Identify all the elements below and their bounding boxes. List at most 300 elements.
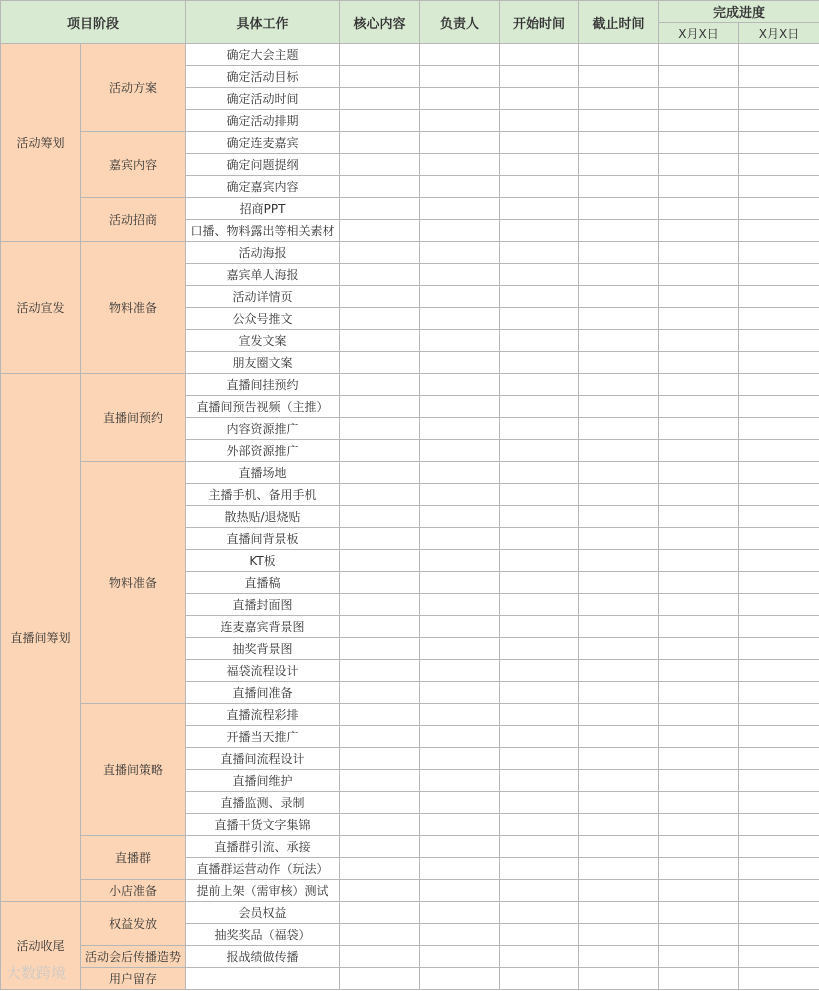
core-content-cell[interactable] [340,308,420,330]
owner-cell[interactable] [420,198,500,220]
progress-date-2-cell[interactable] [739,726,819,748]
task-cell: 直播间挂预约 [186,374,340,396]
core-content-cell[interactable] [340,484,420,506]
progress-date-2-cell[interactable] [739,330,819,352]
table-row [1,374,819,396]
progress-date-2-cell[interactable] [739,638,819,660]
start-time-cell[interactable] [500,44,579,66]
owner-cell[interactable] [420,132,500,154]
end-time-cell[interactable] [579,418,659,440]
end-time-cell[interactable] [579,198,659,220]
task-cell: 确定活动时间 [186,88,340,110]
progress-date-1-cell[interactable] [659,858,739,880]
start-time-cell[interactable] [500,924,579,946]
progress-date-2-cell[interactable] [739,946,819,968]
task-cell: 活动详情页 [186,286,340,308]
progress-date-2-cell[interactable] [739,66,819,88]
end-time-cell[interactable] [579,836,659,858]
core-content-cell[interactable] [340,242,420,264]
progress-date-2-cell[interactable] [739,44,819,66]
owner-cell[interactable] [420,484,500,506]
start-time-cell[interactable] [500,528,579,550]
end-time-cell[interactable] [579,154,659,176]
progress-date-2-cell[interactable] [739,968,819,990]
progress-date-2-cell[interactable] [739,440,819,462]
table-row [1,968,819,990]
task-cell: 直播间背景板 [186,528,340,550]
progress-date-1-cell[interactable] [659,132,739,154]
owner-cell[interactable] [420,902,500,924]
end-time-cell[interactable] [579,352,659,374]
task-cell: 直播场地 [186,462,340,484]
progress-date-1-cell[interactable] [659,572,739,594]
core-content-cell[interactable] [340,330,420,352]
start-time-cell[interactable] [500,902,579,924]
core-content-cell[interactable] [340,462,420,484]
progress-date-2-cell[interactable] [739,616,819,638]
core-content-cell[interactable] [340,880,420,902]
task-cell: 内容资源推广 [186,418,340,440]
progress-date-1-cell[interactable] [659,264,739,286]
task-cell: 公众号推文 [186,308,340,330]
owner-cell[interactable] [420,660,500,682]
progress-date-1-cell[interactable] [659,660,739,682]
table-row [1,946,819,968]
owner-cell[interactable] [420,66,500,88]
start-time-cell[interactable] [500,374,579,396]
progress-date-2-cell[interactable] [739,550,819,572]
progress-date-1-cell[interactable] [659,330,739,352]
progress-date-2-cell[interactable] [739,792,819,814]
progress-date-2-cell[interactable] [739,462,819,484]
start-time-cell[interactable] [500,660,579,682]
task-cell: 确定活动目标 [186,66,340,88]
progress-date-1-cell[interactable] [659,704,739,726]
task-cell: 抽奖背景图 [186,638,340,660]
progress-date-2-cell[interactable] [739,110,819,132]
core-content-cell[interactable] [340,66,420,88]
task-cell: 外部资源推广 [186,440,340,462]
core-content-cell[interactable] [340,286,420,308]
progress-date-1-cell[interactable] [659,352,739,374]
progress-date-2-cell[interactable] [739,660,819,682]
progress-date-2-cell[interactable] [739,880,819,902]
plan-body [1,44,819,990]
task-cell: 散热贴/退烧贴 [186,506,340,528]
owner-cell[interactable] [420,220,500,242]
progress-date-1-cell[interactable] [659,286,739,308]
progress-date-2-cell[interactable] [739,88,819,110]
owner-cell[interactable] [420,616,500,638]
task-cell: 抽奖奖品（福袋） [186,924,340,946]
core-content-cell[interactable] [340,220,420,242]
end-time-cell[interactable] [579,308,659,330]
owner-cell[interactable] [420,462,500,484]
progress-date-1-cell[interactable] [659,308,739,330]
progress-date-2-cell[interactable] [739,814,819,836]
start-time-cell[interactable] [500,946,579,968]
end-time-cell[interactable] [579,330,659,352]
end-time-cell[interactable] [579,264,659,286]
progress-date-1-cell[interactable] [659,638,739,660]
core-content-cell[interactable] [340,748,420,770]
table-row [1,902,819,924]
task-cell: 嘉宾单人海报 [186,264,340,286]
core-content-cell[interactable] [340,528,420,550]
core-content-cell[interactable] [340,352,420,374]
progress-date-2-cell[interactable] [739,770,819,792]
start-time-cell[interactable] [500,418,579,440]
start-time-cell[interactable] [500,814,579,836]
owner-cell[interactable] [420,110,500,132]
start-time-cell[interactable] [500,704,579,726]
start-time-cell[interactable] [500,484,579,506]
start-time-cell[interactable] [500,198,579,220]
end-time-cell[interactable] [579,682,659,704]
progress-date-1-cell[interactable] [659,946,739,968]
progress-date-1-cell[interactable] [659,418,739,440]
progress-date-1-cell[interactable] [659,682,739,704]
start-time-cell[interactable] [500,220,579,242]
progress-date-2-cell[interactable] [739,858,819,880]
end-time-cell[interactable] [579,748,659,770]
progress-date-1-cell[interactable] [659,616,739,638]
end-time-cell[interactable] [579,616,659,638]
end-time-cell[interactable] [579,792,659,814]
end-time-cell[interactable] [579,902,659,924]
end-time-cell[interactable] [579,396,659,418]
start-time-cell[interactable] [500,242,579,264]
end-time-cell[interactable] [579,44,659,66]
task-cell: 福袋流程设计 [186,660,340,682]
table-row [1,44,819,66]
core-content-cell[interactable] [340,154,420,176]
owner-cell[interactable] [420,858,500,880]
end-time-cell[interactable] [579,880,659,902]
progress-date-1-cell[interactable] [659,748,739,770]
end-time-cell[interactable] [579,594,659,616]
task-cell: KT板 [186,550,340,572]
start-time-cell[interactable] [500,792,579,814]
owner-cell[interactable] [420,594,500,616]
owner-cell[interactable] [420,572,500,594]
core-content-cell[interactable] [340,176,420,198]
owner-cell[interactable] [420,528,500,550]
end-time-cell[interactable] [579,176,659,198]
owner-cell[interactable] [420,176,500,198]
progress-date-2-cell[interactable] [739,396,819,418]
owner-cell[interactable] [420,638,500,660]
task-cell: 确定大会主题 [186,44,340,66]
end-time-cell[interactable] [579,132,659,154]
progress-date-1-cell[interactable] [659,396,739,418]
end-time-cell[interactable] [579,946,659,968]
owner-cell[interactable] [420,748,500,770]
end-time-cell[interactable] [579,374,659,396]
category-cell: 直播间预约 [81,374,186,462]
start-time-cell[interactable] [500,154,579,176]
owner-cell[interactable] [420,924,500,946]
progress-date-2-cell[interactable] [739,132,819,154]
owner-cell[interactable] [420,880,500,902]
core-content-cell[interactable] [340,704,420,726]
end-time-cell[interactable] [579,814,659,836]
progress-date-2-cell[interactable] [739,528,819,550]
owner-cell[interactable] [420,286,500,308]
core-content-cell[interactable] [340,924,420,946]
start-time-cell[interactable] [500,616,579,638]
end-time-cell[interactable] [579,704,659,726]
core-content-cell[interactable] [340,594,420,616]
progress-date-1-cell[interactable] [659,528,739,550]
progress-date-1-cell[interactable] [659,176,739,198]
owner-cell[interactable] [420,418,500,440]
end-time-cell[interactable] [579,572,659,594]
start-time-cell[interactable] [500,748,579,770]
progress-date-2-cell[interactable] [739,748,819,770]
progress-date-2-cell[interactable] [739,704,819,726]
end-time-cell[interactable] [579,462,659,484]
start-time-cell[interactable] [500,858,579,880]
owner-cell[interactable] [420,44,500,66]
task-cell: 会员权益 [186,902,340,924]
task-cell: 朋友圈文案 [186,352,340,374]
progress-date-1-cell[interactable] [659,726,739,748]
progress-date-2-cell[interactable] [739,902,819,924]
owner-cell[interactable] [420,440,500,462]
start-time-cell[interactable] [500,836,579,858]
end-time-cell[interactable] [579,858,659,880]
progress-date-2-cell[interactable] [739,418,819,440]
progress-date-1-cell[interactable] [659,550,739,572]
start-time-cell[interactable] [500,880,579,902]
start-time-cell[interactable] [500,462,579,484]
category-cell: 物料准备 [81,462,186,704]
owner-cell[interactable] [420,264,500,286]
progress-date-2-cell[interactable] [739,176,819,198]
core-content-cell[interactable] [340,572,420,594]
task-cell: 开播当天推广 [186,726,340,748]
header-progress: 完成进度 [659,1,819,23]
start-time-cell[interactable] [500,396,579,418]
core-content-cell[interactable] [340,946,420,968]
start-time-cell[interactable] [500,726,579,748]
end-time-cell[interactable] [579,924,659,946]
end-time-cell[interactable] [579,66,659,88]
core-content-cell[interactable] [340,110,420,132]
start-time-cell[interactable] [500,264,579,286]
progress-date-1-cell[interactable] [659,594,739,616]
end-time-cell[interactable] [579,506,659,528]
progress-date-1-cell[interactable] [659,440,739,462]
progress-date-1-cell[interactable] [659,198,739,220]
core-content-cell[interactable] [340,132,420,154]
owner-cell[interactable] [420,704,500,726]
owner-cell[interactable] [420,726,500,748]
owner-cell[interactable] [420,792,500,814]
core-content-cell[interactable] [340,836,420,858]
category-cell: 活动方案 [81,44,186,132]
core-content-cell[interactable] [340,396,420,418]
end-time-cell[interactable] [579,726,659,748]
owner-cell[interactable] [420,352,500,374]
core-content-cell[interactable] [340,374,420,396]
core-content-cell[interactable] [340,440,420,462]
progress-date-1-cell[interactable] [659,374,739,396]
progress-date-1-cell[interactable] [659,924,739,946]
header-end-time: 截止时间 [579,1,659,44]
owner-cell[interactable] [420,968,500,990]
progress-date-2-cell[interactable] [739,264,819,286]
progress-date-2-cell[interactable] [739,682,819,704]
progress-date-1-cell[interactable] [659,484,739,506]
progress-date-2-cell[interactable] [739,506,819,528]
table-row [1,198,819,220]
core-content-cell[interactable] [340,814,420,836]
start-time-cell[interactable] [500,330,579,352]
core-content-cell[interactable] [340,968,420,990]
core-content-cell[interactable] [340,660,420,682]
category-cell: 活动招商 [81,198,186,242]
progress-date-1-cell[interactable] [659,110,739,132]
core-content-cell[interactable] [340,682,420,704]
core-content-cell[interactable] [340,770,420,792]
end-time-cell[interactable] [579,220,659,242]
end-time-cell[interactable] [579,242,659,264]
progress-date-2-cell[interactable] [739,352,819,374]
owner-cell[interactable] [420,814,500,836]
start-time-cell[interactable] [500,506,579,528]
progress-date-2-cell[interactable] [739,924,819,946]
header-owner: 负责人 [420,1,500,44]
task-cell [186,968,340,990]
category-cell: 用户留存 [81,968,186,990]
end-time-cell[interactable] [579,968,659,990]
owner-cell[interactable] [420,770,500,792]
end-time-cell[interactable] [579,770,659,792]
end-time-cell[interactable] [579,638,659,660]
core-content-cell[interactable] [340,88,420,110]
owner-cell[interactable] [420,506,500,528]
progress-date-2-cell[interactable] [739,286,819,308]
start-time-cell[interactable] [500,286,579,308]
owner-cell[interactable] [420,396,500,418]
header-core-content: 核心内容 [340,1,420,44]
owner-cell[interactable] [420,946,500,968]
progress-date-1-cell[interactable] [659,220,739,242]
core-content-cell[interactable] [340,792,420,814]
progress-date-1-cell[interactable] [659,44,739,66]
task-cell: 直播间预告视频（主推） [186,396,340,418]
core-content-cell[interactable] [340,858,420,880]
progress-date-1-cell[interactable] [659,792,739,814]
progress-date-2-cell[interactable] [739,374,819,396]
start-time-cell[interactable] [500,682,579,704]
core-content-cell[interactable] [340,418,420,440]
core-content-cell[interactable] [340,726,420,748]
progress-date-1-cell[interactable] [659,968,739,990]
progress-date-2-cell[interactable] [739,220,819,242]
core-content-cell[interactable] [340,506,420,528]
progress-date-1-cell[interactable] [659,242,739,264]
start-time-cell[interactable] [500,308,579,330]
progress-date-1-cell[interactable] [659,836,739,858]
end-time-cell[interactable] [579,88,659,110]
core-content-cell[interactable] [340,616,420,638]
progress-date-2-cell[interactable] [739,484,819,506]
start-time-cell[interactable] [500,88,579,110]
end-time-cell[interactable] [579,484,659,506]
start-time-cell[interactable] [500,352,579,374]
phase-cell: 直播间筹划 [1,374,81,902]
start-time-cell[interactable] [500,638,579,660]
start-time-cell[interactable] [500,550,579,572]
owner-cell[interactable] [420,682,500,704]
core-content-cell[interactable] [340,902,420,924]
end-time-cell[interactable] [579,550,659,572]
owner-cell[interactable] [420,330,500,352]
progress-date-2-cell[interactable] [739,572,819,594]
task-cell: 报战绩做传播 [186,946,340,968]
progress-date-1-cell[interactable] [659,814,739,836]
progress-date-1-cell[interactable] [659,154,739,176]
owner-cell[interactable] [420,308,500,330]
progress-date-1-cell[interactable] [659,88,739,110]
owner-cell[interactable] [420,88,500,110]
start-time-cell[interactable] [500,572,579,594]
owner-cell[interactable] [420,242,500,264]
owner-cell[interactable] [420,374,500,396]
owner-cell[interactable] [420,550,500,572]
start-time-cell[interactable] [500,66,579,88]
end-time-cell[interactable] [579,660,659,682]
start-time-cell[interactable] [500,132,579,154]
start-time-cell[interactable] [500,770,579,792]
core-content-cell[interactable] [340,44,420,66]
task-cell: 直播流程彩排 [186,704,340,726]
progress-date-2-cell[interactable] [739,154,819,176]
watermark-logo [6,962,66,983]
start-time-cell[interactable] [500,968,579,990]
progress-date-2-cell[interactable] [739,242,819,264]
core-content-cell[interactable] [340,264,420,286]
end-time-cell[interactable] [579,286,659,308]
end-time-cell[interactable] [579,528,659,550]
core-content-cell[interactable] [340,550,420,572]
progress-date-2-cell[interactable] [739,594,819,616]
start-time-cell[interactable] [500,440,579,462]
owner-cell[interactable] [420,154,500,176]
task-cell: 提前上架（需审核）测试 [186,880,340,902]
progress-date-1-cell[interactable] [659,462,739,484]
core-content-cell[interactable] [340,198,420,220]
progress-date-1-cell[interactable] [659,880,739,902]
progress-date-1-cell[interactable] [659,770,739,792]
progress-date-1-cell[interactable] [659,506,739,528]
progress-date-2-cell[interactable] [739,308,819,330]
start-time-cell[interactable] [500,594,579,616]
progress-date-1-cell[interactable] [659,902,739,924]
core-content-cell[interactable] [340,638,420,660]
end-time-cell[interactable] [579,440,659,462]
progress-date-2-cell[interactable] [739,836,819,858]
start-time-cell[interactable] [500,110,579,132]
owner-cell[interactable] [420,836,500,858]
start-time-cell[interactable] [500,176,579,198]
progress-date-2-cell[interactable] [739,198,819,220]
end-time-cell[interactable] [579,110,659,132]
progress-date-1-cell[interactable] [659,66,739,88]
